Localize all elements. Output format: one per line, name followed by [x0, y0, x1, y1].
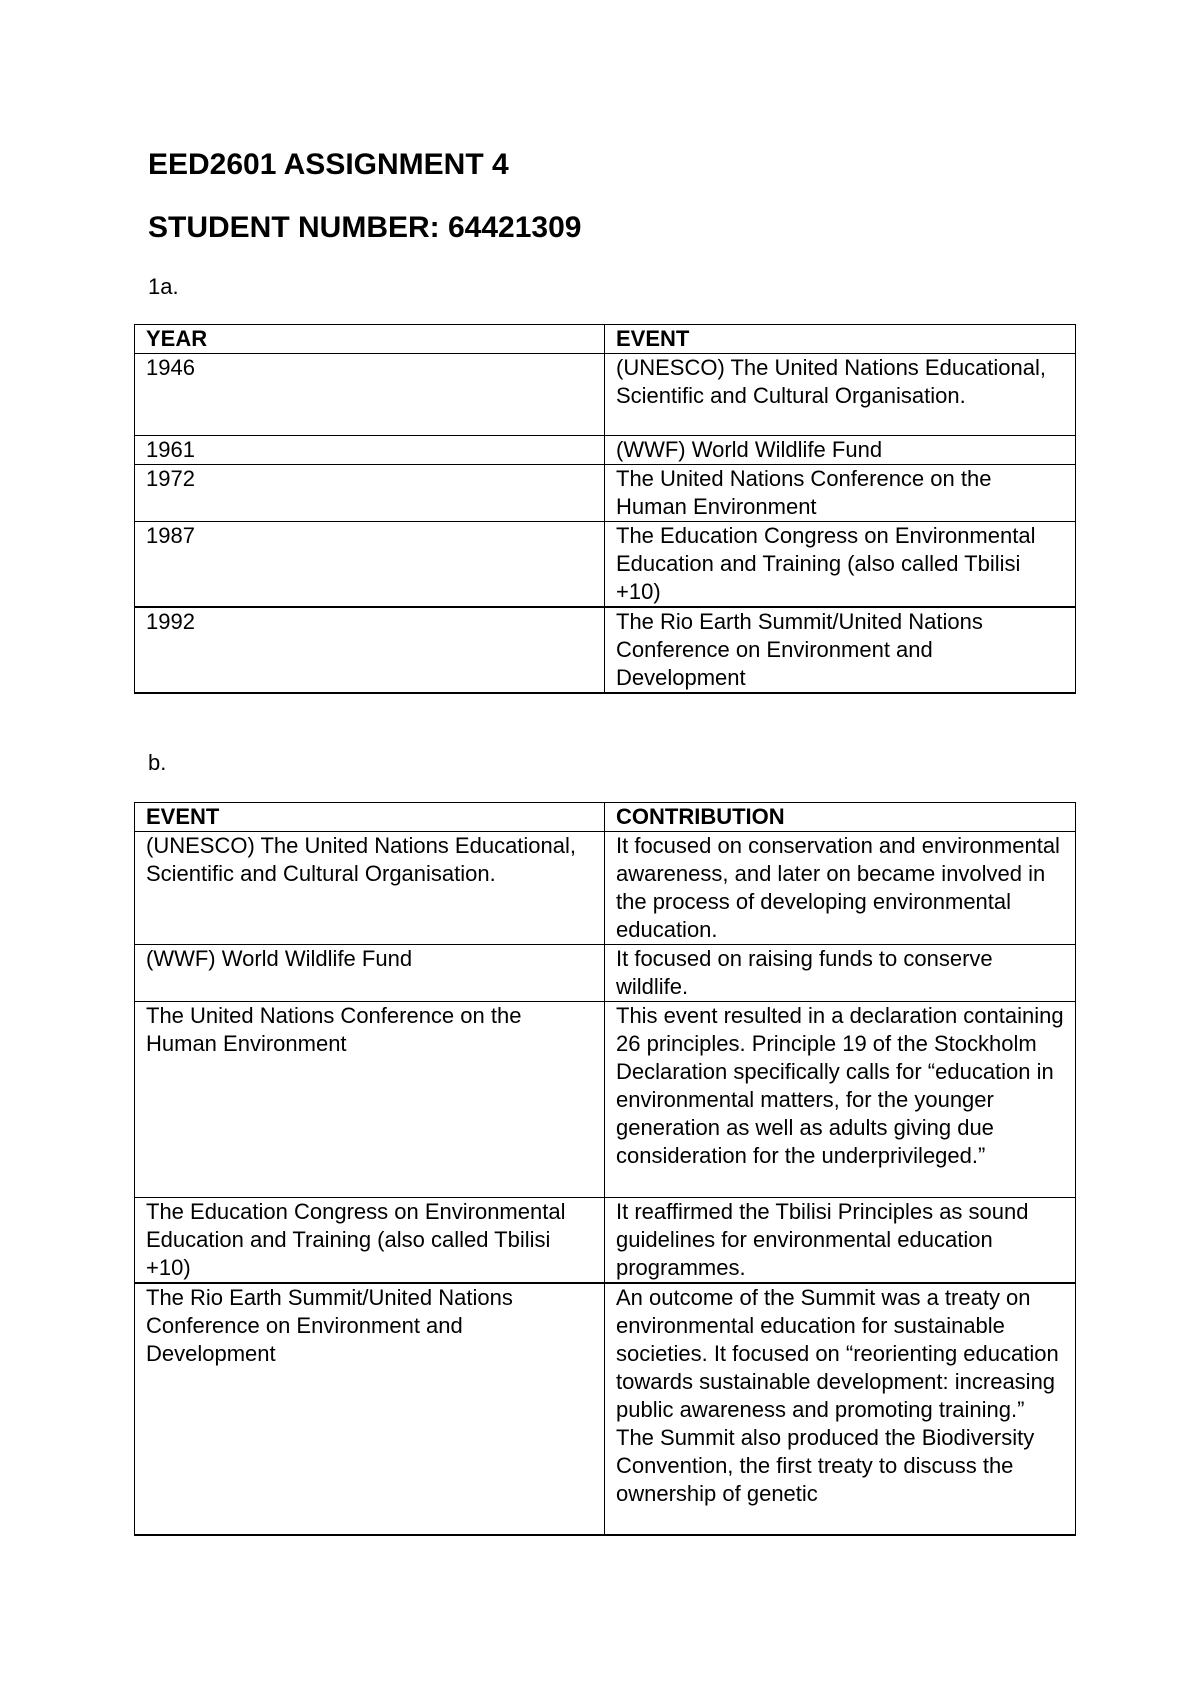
question-1a-label: 1a. — [148, 274, 179, 299]
table-row — [135, 1283, 1076, 1535]
table-row — [135, 1198, 1076, 1284]
year-event-table — [134, 324, 1076, 694]
event-cell: (WWF) World Wildlife Fund — [135, 945, 605, 1002]
event-cell: (WWF) World Wildlife Fund — [605, 436, 1076, 465]
event-contribution-table — [134, 802, 1076, 1536]
student-number-line: STUDENT NUMBER: 64421309 — [148, 211, 582, 244]
table-row — [135, 607, 1076, 693]
table-row — [135, 465, 1076, 522]
year-cell: 1946 — [135, 354, 605, 436]
table-row — [135, 1002, 1076, 1198]
year-cell: 1987 — [135, 522, 605, 608]
year-cell: 1992 — [135, 607, 605, 693]
column-header-contribution: CONTRIBUTION — [605, 803, 1076, 832]
contribution-cell: It focused on raising funds to conserve wildlife. — [605, 945, 1076, 1002]
event-cell: The Rio Earth Summit/United Nations Conference on Environment and Development — [605, 607, 1076, 693]
event-cell: The Education Congress on Environmental Education and Training (also called Tbilisi +10) — [605, 522, 1076, 608]
table-row — [135, 436, 1076, 465]
table-header-row — [135, 803, 1076, 832]
column-header-event: EVENT — [135, 803, 605, 832]
table-row — [135, 945, 1076, 1002]
contribution-cell: It focused on conservation and environmental awareness, and later on became involved in the process of developing environmental education. — [605, 832, 1076, 945]
event-cell: The United Nations Conference on the Human Environment — [605, 465, 1076, 522]
event-cell: The Rio Earth Summit/United Nations Conference on Environment and Development — [135, 1283, 605, 1535]
table-row — [135, 354, 1076, 436]
document-title: EED2601 ASSIGNMENT 4 — [148, 148, 509, 181]
table-header-row — [135, 325, 1076, 354]
year-cell: 1961 — [135, 436, 605, 465]
contribution-cell: It reaffirmed the Tbilisi Principles as sound guidelines for environmental education programmes. — [605, 1198, 1076, 1284]
event-cell: The Education Congress on Environmental Education and Training (also called Tbilisi +10) — [135, 1198, 605, 1284]
contribution-cell: An outcome of the Summit was a treaty on environmental education for sustainable societies. It focused on “reorienting education towards sustainable development: increasing public awareness and promoting training.” The Summit also produced the Biodiversity Convention, the first treaty to discuss the ownership of genetic — [605, 1283, 1076, 1535]
contribution-cell: This event resulted in a declaration containing 26 principles. Principle 19 of the Stockholm Declaration specifically calls for “education in environmental matters, for the younger generation as well as adults giving due consideration for the underprivileged.” — [605, 1002, 1076, 1198]
event-cell: (UNESCO) The United Nations Educational, Scientific and Cultural Organisation. — [135, 832, 605, 945]
event-cell: The United Nations Conference on the Human Environment — [135, 1002, 605, 1198]
column-header-year: YEAR — [135, 325, 605, 354]
event-cell: (UNESCO) The United Nations Educational, Scientific and Cultural Organisation. — [605, 354, 1076, 436]
table-row — [135, 832, 1076, 945]
question-b-label: b. — [148, 750, 167, 775]
year-cell: 1972 — [135, 465, 605, 522]
column-header-event: EVENT — [605, 325, 1076, 354]
table-row — [135, 522, 1076, 608]
